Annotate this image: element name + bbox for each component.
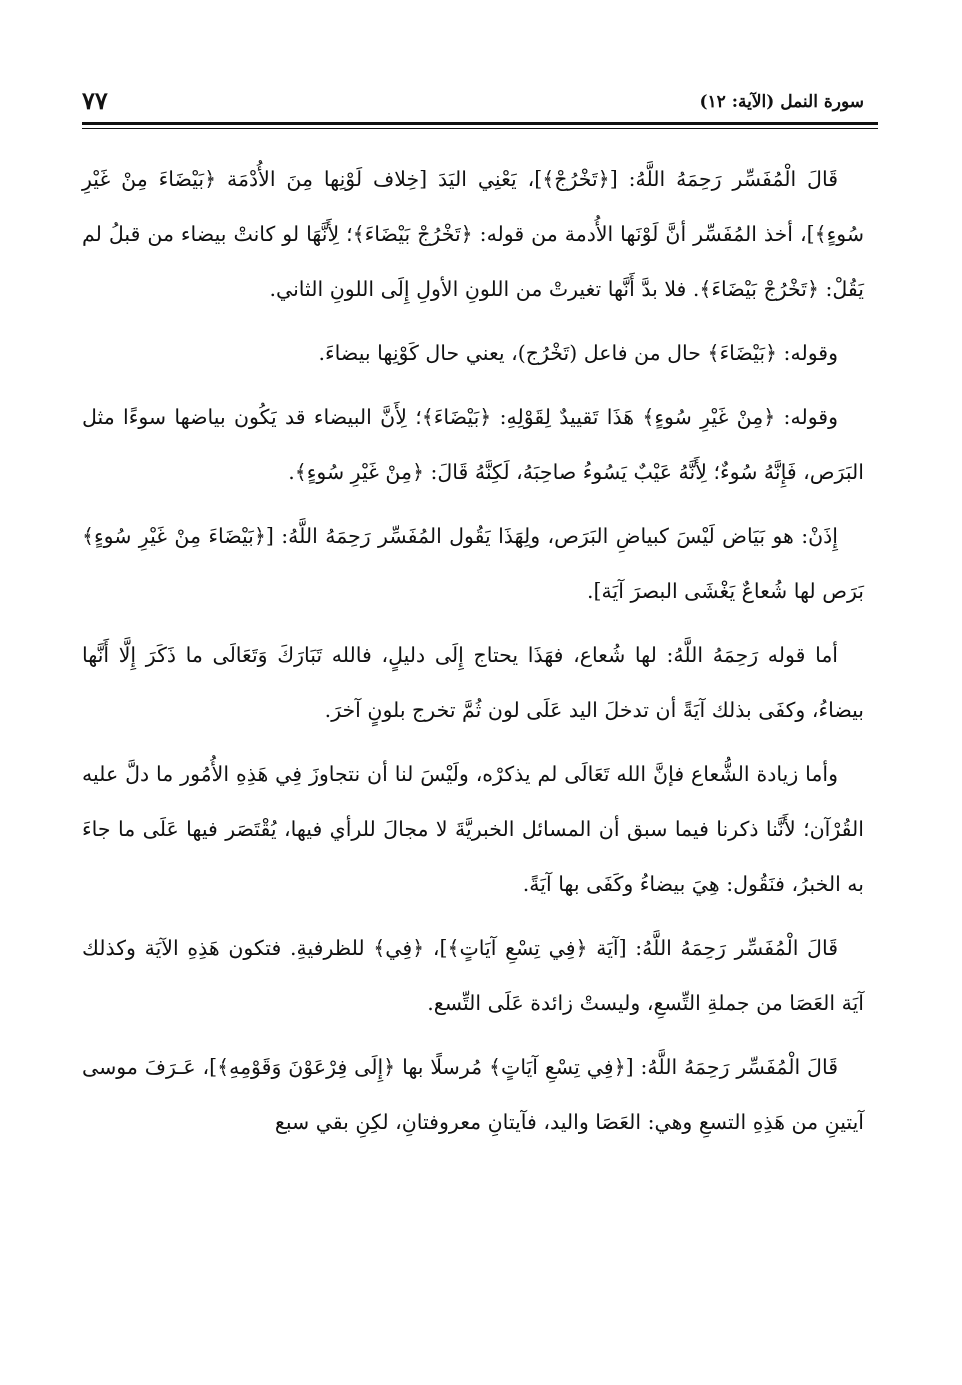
running-header xyxy=(82,86,864,126)
paragraph: قَالَ الْمُفَسِّر رَحِمَهُ اللَّهُ: [﴿تَخْرُجْ﴾]، يَعْنِي اليَدَ [خِلاف لَوْنِها مِنَ الأُدْمَة ﴿بَيْضَاءَ مِنْ غَيْرِ سُوءٍ﴾]، أخذ المُفَسِّر أنَّ لَوْنَها الأُدمة من قوله: ﴿تَخْرُجْ بَيْضَاءَ﴾؛ لِأَنَّهَا لو كانتْ بيضاء من قبلُ لم يَقُلْ: ﴿تَخْرُجْ بَيْضَاءَ﴾. فلا بدَّ أَنَّها تغيرتْ من اللونِ الأولِ إِلَى اللونِ الثاني. xyxy=(82,167,864,301)
paragraph: قَالَ الْمُفَسِّر رَحِمَهُ اللَّهُ: [﴿فِي تِسْعِ آيَاتٍ﴾ مُرسلًا بها ﴿إِلَى فِرْعَوْنَ وَقَوْمِهِ﴾]، عَـرَفَ موسى آيتينِ من هَذِهِ التسعِ وهي: العَصَا واليد، فآيتانِ معروفتانِ، لكِنِ بقي سبع xyxy=(82,1055,864,1134)
body-text xyxy=(82,152,864,1159)
paragraph: وقوله: ﴿بَيْضَاءَ﴾ حال من فاعل (تَخْرُج)، يعني حال كَوْنِها بيضاءَ. xyxy=(318,341,838,365)
paragraph: أما قوله رَحِمَهُ اللَّهُ: لها شُعاع، فهَذَا يحتاج إِلَى دليلٍ، فالله تَبَارَكَ وَتَعَالَى ما ذَكَرَ إِلَّا أَنَّها بيضاءُ، وكفَى بذلك آيَةً أن تدخلَ اليد عَلَى لون ثُمَّ تخرج بلونٍ آخرَ. xyxy=(82,643,864,722)
header-rule-thin xyxy=(82,128,878,129)
chapter-title: سورة النمل (الآية: ١٢) xyxy=(699,92,864,112)
paragraph: وأما زيادة الشُّعاع فإنَّ الله تَعَالَى لم يذكرْه، ولَيْسَ لنا أن نتجاوزَ فِي هَذِهِ الأُمُور ما دلَّ عليه القُرْآن؛ لأَنَّنا ذكرنا فيما سبق أن المسائل الخبريَّةَ لا مجالَ للرأي فيها، يُقْتَصَر فيها عَلَى ما جاءَ به الخبرُ، فنَقُول: هِيَ بيضاءُ وكَفَى بها آيَةً. xyxy=(82,762,864,896)
header-rule xyxy=(82,122,878,125)
paragraph: قَالَ الْمُفَسِّر رَحِمَهُ اللَّهُ: [آيَة ﴿فِي تِسْعِ آيَاتٍ﴾]، ﴿فِي﴾ للظرفيةِ. فتكون هَذِهِ الآيَة وكذلك آيَة العَصَا من جملةِ التِّسعِ، وليستْ زائدة عَلَى التِّسع. xyxy=(82,936,864,1015)
paragraph: إِذَنْ: هو بَيَاض لَيْسَ كبياضِ البَرَص، ولِهَذَا يَقُول المُفَسِّر رَحِمَهُ اللَّهُ: [﴿بَيْضَاءَ مِنْ غَيْرِ سُوءٍ﴾ بَرَص لها شُعاعٌ يَغْشَى البصرَ آيَة]. xyxy=(82,524,864,603)
paragraph: وقوله: ﴿مِنْ غَيْرِ سُوءٍ﴾ هَذَا تَقييدٌ لِقَوْلِهِ: ﴿بَيْضَاءَ﴾؛ لِأَنَّ البيضاء قد يَكُون بياضها سوءًا مثل البَرَص، فَإِنَّهُ سُوءٌ؛ لِأَنَّهُ عَيْبٌ يَسُوءُ صاحِبَهُ، لَكِنَّهُ قَالَ: ﴿مِنْ غَيْرِ سُوءٍ﴾. xyxy=(82,405,864,484)
page-number: ٧٧ xyxy=(82,86,108,115)
